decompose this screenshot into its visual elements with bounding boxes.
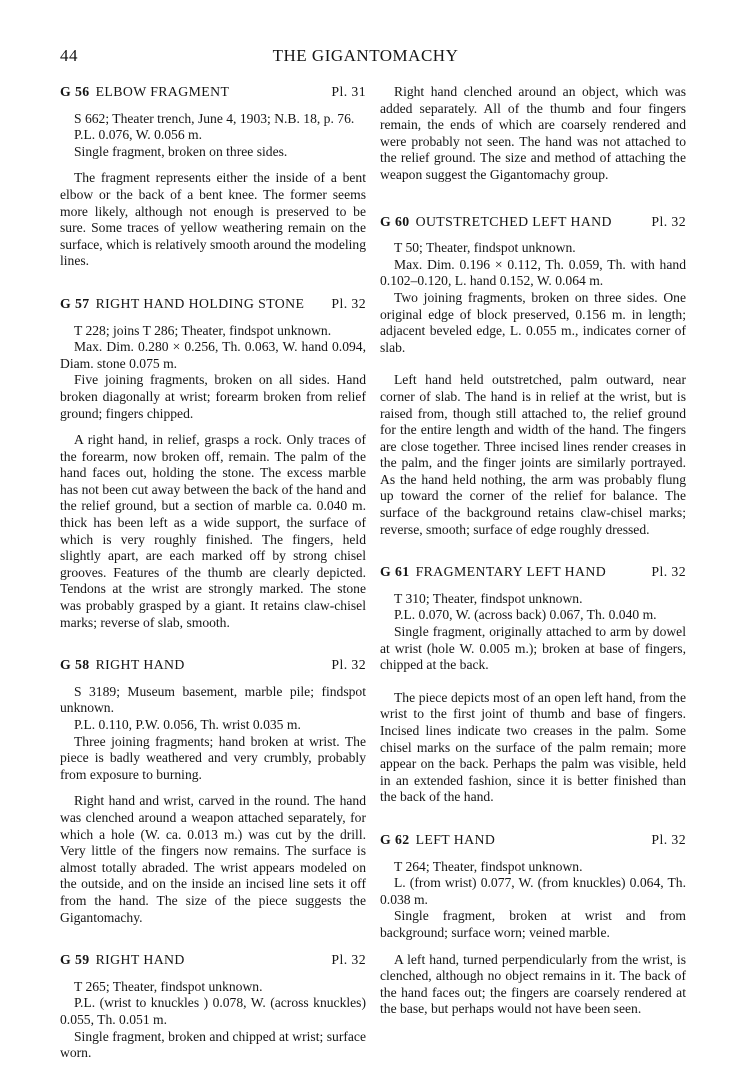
- catalog-data: [60, 684, 366, 784]
- catalog-entry-g61: [380, 564, 686, 806]
- description-paragraph: The fragment represents either the inside of a bent elbow or the back of a bent knee. The former seems more likely, although not enough is preserved to be sure. Some traces of yellow weathering remain on the surface, which is relatively smooth around the modeling lines.: [60, 170, 366, 269]
- catalog-entry-g57: [60, 296, 366, 631]
- catalog-entry-g59-continued: [380, 84, 686, 184]
- catalog-data: [380, 859, 686, 942]
- plate-ref: Pl. 32: [651, 831, 686, 847]
- entry-title: RIGHT HAND HOLDING STONE: [95, 295, 305, 311]
- entry-id: G 62: [380, 831, 410, 847]
- catalog-data: [60, 111, 366, 161]
- plate-ref: Pl. 32: [331, 952, 366, 968]
- catalog-entry-g58: [60, 657, 366, 926]
- dimensions-line: P.L. 0.076, W. 0.056 m.: [74, 127, 203, 143]
- entry-id: G 58: [60, 657, 90, 673]
- entry-title: LEFT HAND: [415, 831, 496, 847]
- condition-line: Single fragment, broken on three sides.: [74, 143, 288, 159]
- description-paragraph: Right hand clenched around an object, which was added separately. All of the thumb and four fingers remain, the ends of which are coarsely rendered and were probably not seen. The hand was not attached to the relief ground. The size and method of attaching the weapon suggest the Gigantomachy group.: [380, 84, 686, 182]
- catalog-entry-g60: [380, 214, 686, 539]
- condition-line: Single fragment, broken at wrist and from background; surface worn; veined marble.: [380, 908, 686, 940]
- running-head: [60, 46, 671, 68]
- entry-title: FRAGMENTARY LEFT HAND: [415, 564, 607, 580]
- entry-id: G 57: [60, 295, 90, 311]
- catalog-entry-g56: [60, 84, 366, 270]
- entry-id: G 61: [380, 564, 410, 580]
- entry-description: [60, 432, 366, 631]
- entry-id: G 60: [380, 213, 410, 229]
- dimensions-line: P.L. (wrist to knuckles ) 0.078, W. (across knuckles) 0.055, Th. 0.051 m.: [60, 995, 366, 1027]
- entry-title: RIGHT HAND: [95, 657, 185, 673]
- right-column: [380, 84, 686, 1044]
- dimensions-line: L. (from wrist) 0.077, W. (from knuckles) 0.064, Th. 0.038 m.: [380, 875, 686, 907]
- entry-heading: [380, 564, 686, 581]
- inventory-line: T 310; Theater, findspot unknown.: [394, 590, 583, 606]
- entry-title: ELBOW FRAGMENT: [95, 84, 230, 99]
- entry-description: [380, 84, 686, 184]
- condition-line: Single fragment, broken and chipped at wrist; surface worn.: [60, 1028, 366, 1061]
- entry-heading: [380, 214, 686, 231]
- catalog-entry-g59: [60, 952, 366, 1062]
- inventory-line: T 228; joins T 286; Theater, findspot unknown.: [74, 322, 332, 338]
- entry-heading: [60, 296, 366, 313]
- entry-description: [380, 372, 686, 538]
- entry-title: RIGHT HAND: [95, 952, 185, 968]
- catalog-data: [380, 240, 686, 356]
- dimensions-line: Max. Dim. 0.280 × 0.256, Th. 0.063, W. hand 0.094, Diam. stone 0.075 m.: [60, 339, 366, 371]
- left-column: [60, 84, 366, 1088]
- entry-id: G 56: [60, 84, 90, 99]
- entry-description: [60, 170, 366, 270]
- condition-line: Single fragment, originally attached to arm by dowel at wrist (hole W. 0.005 m.); broken at base of fingers, chipped at the back.: [380, 624, 686, 673]
- inventory-line: S 662; Theater trench, June 4, 1903; N.B. 18, p. 76.: [74, 110, 355, 126]
- catalog-data: [60, 323, 366, 423]
- plate-ref: Pl. 32: [651, 564, 686, 580]
- inventory-line: T 50; Theater, findspot unknown.: [394, 240, 576, 256]
- condition-line: Five joining fragments, broken on all sides. Hand broken diagonally at wrist; forearm broken from relief ground; fingers chipped.: [60, 372, 366, 421]
- plate-ref: Pl. 32: [331, 657, 366, 673]
- page-number: 44: [60, 46, 78, 65]
- description-paragraph: Right hand and wrist, carved in the round. The hand was clenched around a weapon attached separately, for which a hole (W. ca. 0.013 m.) was cut by the drill. Very little of the fingers now remains. The surface is almost totally abraded. The wrist appears modeled on the outside, and on the inside an incised line sets it off from the hand. The size of the piece suggests the Gigantomachy.: [60, 793, 366, 925]
- entry-title: OUTSTRETCHED LEFT HAND: [415, 213, 612, 229]
- entry-heading: [380, 832, 686, 849]
- inventory-line: T 264; Theater, findspot unknown.: [394, 858, 583, 874]
- description-paragraph: Left hand held outstretched, palm outward, near corner of slab. The hand is in relief at the wrist, but is raised from, though still attached to, the relief ground for the entire length and width of the hand. The fingers are close together. Three incised lines render creases in the palm, and the finger joints are similarly portrayed. As the hand held nothing, the arm was probably flung up toward the corner of the relief for balance. The surface of the background retains claw-chisel marks; reverse, smooth; surface of edge roughly dressed.: [380, 372, 686, 537]
- plate-ref: Pl. 32: [651, 213, 686, 229]
- entry-heading: [60, 84, 366, 101]
- inventory-line: S 3189; Museum basement, marble pile; findspot unknown.: [60, 683, 366, 716]
- entry-heading: [60, 952, 366, 969]
- entry-id: G 59: [60, 952, 90, 968]
- description-paragraph: The piece depicts most of an open left hand, from the wrist to the first joint of thumb and base of fingers. Incised lines indicate two creases in the palm. Some chisel marks on the surface of the palm remain; more appear on the back. Perhaps the palm was visible, held in an extended fashion, since it is better finished than the back of the hand.: [380, 689, 686, 805]
- catalog-data: [380, 591, 686, 674]
- entry-description: [380, 690, 686, 806]
- entry-description: [380, 952, 686, 1018]
- plate-ref: Pl. 32: [331, 295, 366, 311]
- condition-line: Three joining fragments; hand broken at wrist. The piece is badly weathered and very crumbly, probably from exposure to burning.: [60, 733, 366, 782]
- plate-ref: Pl. 31: [331, 84, 366, 99]
- entry-description: [60, 793, 366, 926]
- running-title: THE GIGANTOMACHY: [272, 46, 459, 65]
- condition-line: Two joining fragments, broken on three sides. One original edge of block preserved, 0.156 m. in length; adjacent beveled edge, L. 0.055 m., indicates corner of slab.: [380, 289, 686, 355]
- inventory-line: T 265; Theater, findspot unknown.: [74, 978, 263, 994]
- description-paragraph: A right hand, in relief, grasps a rock. Only traces of the forearm, now broken off, remain. The palm of the hand faces out, holding the stone. The excess marble has not been cut away between the back of the hand and the relief ground, but a section of marble ca. 0.040 m. thick has been left as a wide support, the surface of which is very roughly finished. The fingers, held slightly apart, are each marked off by strong chisel grooves. Features of the thumb are clearly depicted. Tendons at the wrist are strongly marked. The stone was probably grasped by a giant. It retains claw-chisel marks; reverse of slab, smooth.: [60, 432, 366, 630]
- dimensions-line: P.L. 0.110, P.W. 0.056, Th. wrist 0.035 m.: [74, 717, 301, 732]
- dimensions-line: Max. Dim. 0.196 × 0.112, Th. 0.059, Th. with hand 0.102–0.120, L. hand 0.152, W. 0.064 m.: [380, 256, 686, 289]
- dimensions-line: P.L. 0.070, W. (across back) 0.067, Th. 0.040 m.: [394, 607, 657, 623]
- catalog-data: [60, 979, 366, 1062]
- description-paragraph: A left hand, turned perpendicularly from the wrist, is clenched, although no object remains in it. The back of the hand faces out; the fingers are coarsely rendered at the base, but perhaps would not have been seen.: [380, 951, 686, 1017]
- entry-heading: [60, 657, 366, 674]
- catalog-entry-g62: [380, 832, 686, 1018]
